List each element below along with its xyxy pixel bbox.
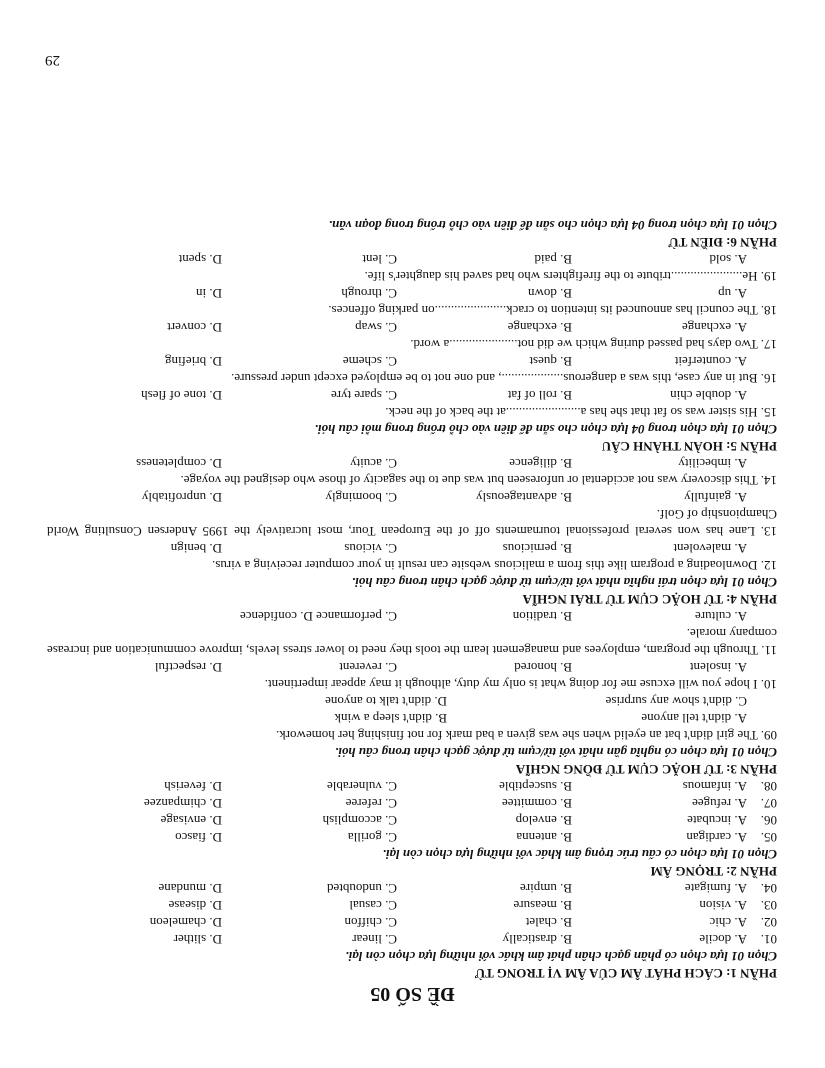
indent	[747, 710, 777, 727]
option: D. convert	[167, 320, 222, 335]
options-row	[47, 251, 777, 268]
instruction: Chọn 01 lựa chọn trong 04 lựa chọn cho sẵn để điền vào chỗ trống trong mỗi câu hỏi.	[314, 422, 777, 437]
option: B. roll of fat	[507, 388, 572, 403]
option: D. in	[196, 286, 222, 301]
option: B. committee	[501, 796, 572, 811]
option: A. vision	[699, 898, 747, 913]
question-text: 11. Through the program, employees and management learn the tools they need to lower stress levels, improve communication and increase company morale.	[47, 626, 777, 658]
section-heading: PHẦN 3: TỪ HOẶC CỤM TỪ ĐỒNG NGHĨA	[515, 762, 777, 777]
options-row	[47, 897, 777, 914]
option: D. chimpanzee	[144, 796, 222, 811]
option: C. performance D. confidence	[239, 609, 397, 624]
options-row	[47, 914, 777, 931]
option: A. incubate	[687, 813, 747, 828]
option: B. advantageously	[475, 490, 572, 505]
instruction: Chọn 01 lựa chọn có nghĩa gần nhất với từ/cụm từ được gạch chân trong câu hỏi.	[334, 745, 777, 760]
options-row	[47, 285, 777, 302]
indent	[747, 693, 777, 710]
question-text: 15. His sister was so fat that she has a.......................at the back of the neck.	[385, 405, 777, 420]
option: B. honored	[514, 660, 572, 675]
option: C. spare tyre	[330, 388, 397, 403]
indent	[747, 319, 777, 336]
option: C. scheme	[342, 354, 397, 369]
option: D. unprofitably	[141, 490, 222, 505]
question-number: 08.	[760, 779, 777, 794]
option: D. chameleon	[149, 915, 222, 930]
options-row	[47, 659, 777, 676]
question-number: 05.	[760, 830, 777, 845]
option: A. malevolent	[673, 541, 747, 556]
options-row	[47, 931, 777, 948]
option: A. gainfully	[684, 490, 747, 505]
option: D. envisage	[160, 813, 222, 828]
question-text: 14. This discovery was not accidental or unforeseen but was due to the sagacity of those who designed the voyage.	[180, 473, 777, 488]
option: A. fumigate	[684, 881, 747, 896]
option: A. didn't tell anyone	[641, 711, 747, 726]
option: A. refugee	[692, 796, 747, 811]
option: C. casual	[349, 898, 397, 913]
option: C. acuity	[350, 456, 397, 471]
option: A. cardigan	[686, 830, 747, 845]
option: A. exchange	[682, 320, 747, 335]
option: C. through	[341, 286, 397, 301]
option: C. reverent	[339, 660, 397, 675]
question-number: 02.	[760, 915, 777, 930]
option: D. benign	[170, 541, 222, 556]
question-text: 13. Lane has won several professional tournaments off of the European Tour, most lucratively the 1995 Andersen Consulting World Championship of Golf.	[47, 507, 777, 539]
option: D. didn't talk to anyone	[325, 694, 447, 709]
option	[47, 608, 222, 625]
options-row	[47, 693, 777, 710]
options-row	[47, 710, 777, 727]
question-text: 18. The council has announced its intention to crack......................on parking offences.	[328, 303, 777, 318]
options-row	[47, 880, 777, 897]
options-row	[47, 608, 777, 625]
option: D. completeness	[136, 456, 222, 471]
option: C. accomplish	[322, 813, 397, 828]
question-text: 10. I hope you will excuse me for doing what is only my duty, although it may appear impertinent.	[264, 677, 777, 692]
instruction: Chọn 01 lựa chọn trái nghĩa nhất với từ/cụm từ được gạch chân trong câu hỏi.	[351, 575, 777, 590]
option: B. exchange	[507, 320, 572, 335]
option: D. feverish	[164, 779, 222, 794]
options-row	[47, 812, 777, 829]
option: B. antenna	[516, 830, 572, 845]
question-number: 07.	[760, 796, 777, 811]
option: D. disease	[168, 898, 222, 913]
indent	[747, 387, 777, 404]
option: C. chiffon	[344, 915, 397, 930]
option: B. chalet	[525, 915, 572, 930]
instruction: Chọn 01 lựa chọn có phần gạch chân phát âm khác với những lựa chọn còn lại.	[345, 949, 777, 964]
option: A. infamous	[682, 779, 747, 794]
option: D. slither	[173, 932, 222, 947]
question-text: 17. Two days had passed during which we did not.....................a word.	[410, 337, 777, 352]
indent	[747, 540, 777, 557]
option: B. diligence	[509, 456, 572, 471]
option: A. imbecility	[678, 456, 747, 471]
section-heading: PHẦN 1: CÁCH PHÁT ÂM CỦA ÂM VỊ TRONG TỪ	[474, 966, 777, 981]
exam-title: ĐỀ SỐ 05	[370, 983, 455, 1005]
question-number: 03.	[760, 898, 777, 913]
option: C. linear	[352, 932, 397, 947]
question-text: 16. But in any case, this was a dangerous..................., and one not to be employed except under pressure.	[231, 371, 777, 386]
option: A. culture	[695, 609, 747, 624]
question-text: 12. Downloading a program like this from a malicious website can result in your computer receiving a virus.	[212, 558, 777, 573]
option: B. down	[527, 286, 572, 301]
option: C. referee	[345, 796, 397, 811]
question-number: 06.	[760, 813, 777, 828]
option: D. tone of flesh	[141, 388, 222, 403]
option: A. up	[718, 286, 747, 301]
option: A. insolent	[689, 660, 747, 675]
option: A. chic	[709, 915, 747, 930]
options-row	[47, 778, 777, 795]
section-heading: PHẦN 2: TRỌNG ÂM	[650, 864, 777, 879]
option: A. double chin	[670, 388, 747, 403]
instruction: Chọn 01 lựa chọn trong 04 lựa chọn cho sẵn để điền vào chỗ trống trong đoạn văn.	[328, 218, 777, 233]
option: B. umpire	[520, 881, 572, 896]
instruction: Chọn 01 lựa chọn có cấu trúc trọng âm khác với những lựa chọn còn lại.	[382, 847, 777, 862]
option: B. pernicious	[502, 541, 572, 556]
option: D. spent	[178, 252, 222, 267]
option: D. respectful	[154, 660, 222, 675]
option: B. susceptible	[499, 779, 572, 794]
question-number: 04.	[760, 881, 777, 896]
option: B. measure	[513, 898, 572, 913]
option: C. didn't show any surprise	[605, 694, 747, 709]
option: D. briefing	[164, 354, 222, 369]
indent	[747, 251, 777, 268]
option: B. quest	[529, 354, 572, 369]
option: C. vulnerable	[326, 779, 397, 794]
option: C. undoubted	[326, 881, 397, 896]
option: D. mundane	[158, 881, 222, 896]
option: A. counterfeit	[674, 354, 747, 369]
option: A. sold	[709, 252, 747, 267]
options-row	[47, 319, 777, 336]
options-row	[47, 795, 777, 812]
option: B. paid	[534, 252, 572, 267]
option: C. boomingly	[325, 490, 397, 505]
option: B. envelop	[515, 813, 572, 828]
question-text: 09. The girl didn't bat an eyelid when she was given a bad mark for not finishing her homework.	[275, 728, 777, 743]
indent	[747, 659, 777, 676]
indent	[747, 489, 777, 506]
option: B. drastically	[502, 932, 572, 947]
option: C. swap	[355, 320, 397, 335]
indent	[747, 455, 777, 472]
page-number: 29	[45, 52, 60, 68]
question-number: 01.	[760, 932, 777, 947]
option: B. didn't sleep a wink	[334, 711, 447, 726]
option: D. fiasco	[175, 830, 222, 845]
options-row	[47, 455, 777, 472]
option: C. gorilla	[347, 830, 397, 845]
options-row	[47, 353, 777, 370]
section-heading: PHẦN 5: HOÀN THÀNH CÂU	[601, 439, 777, 454]
options-row	[47, 387, 777, 404]
exam-content	[47, 217, 777, 982]
options-row	[47, 829, 777, 846]
options-row	[47, 540, 777, 557]
option: B. tradition	[512, 609, 572, 624]
option: A. docile	[699, 932, 747, 947]
indent	[747, 353, 777, 370]
option: C. vicious	[344, 541, 397, 556]
option: C. lent	[362, 252, 397, 267]
indent	[747, 608, 777, 625]
question-text: 19. He......................tribute to the firefighters who had saved his daughter's life.	[364, 269, 777, 284]
options-row	[47, 489, 777, 506]
section-heading: PHẦN 4: TỪ HOẶC CỤM TỪ TRÁI NGHĨA	[522, 592, 777, 607]
section-heading: PHẦN 6: ĐIỀN TỪ	[668, 235, 777, 250]
indent	[747, 285, 777, 302]
